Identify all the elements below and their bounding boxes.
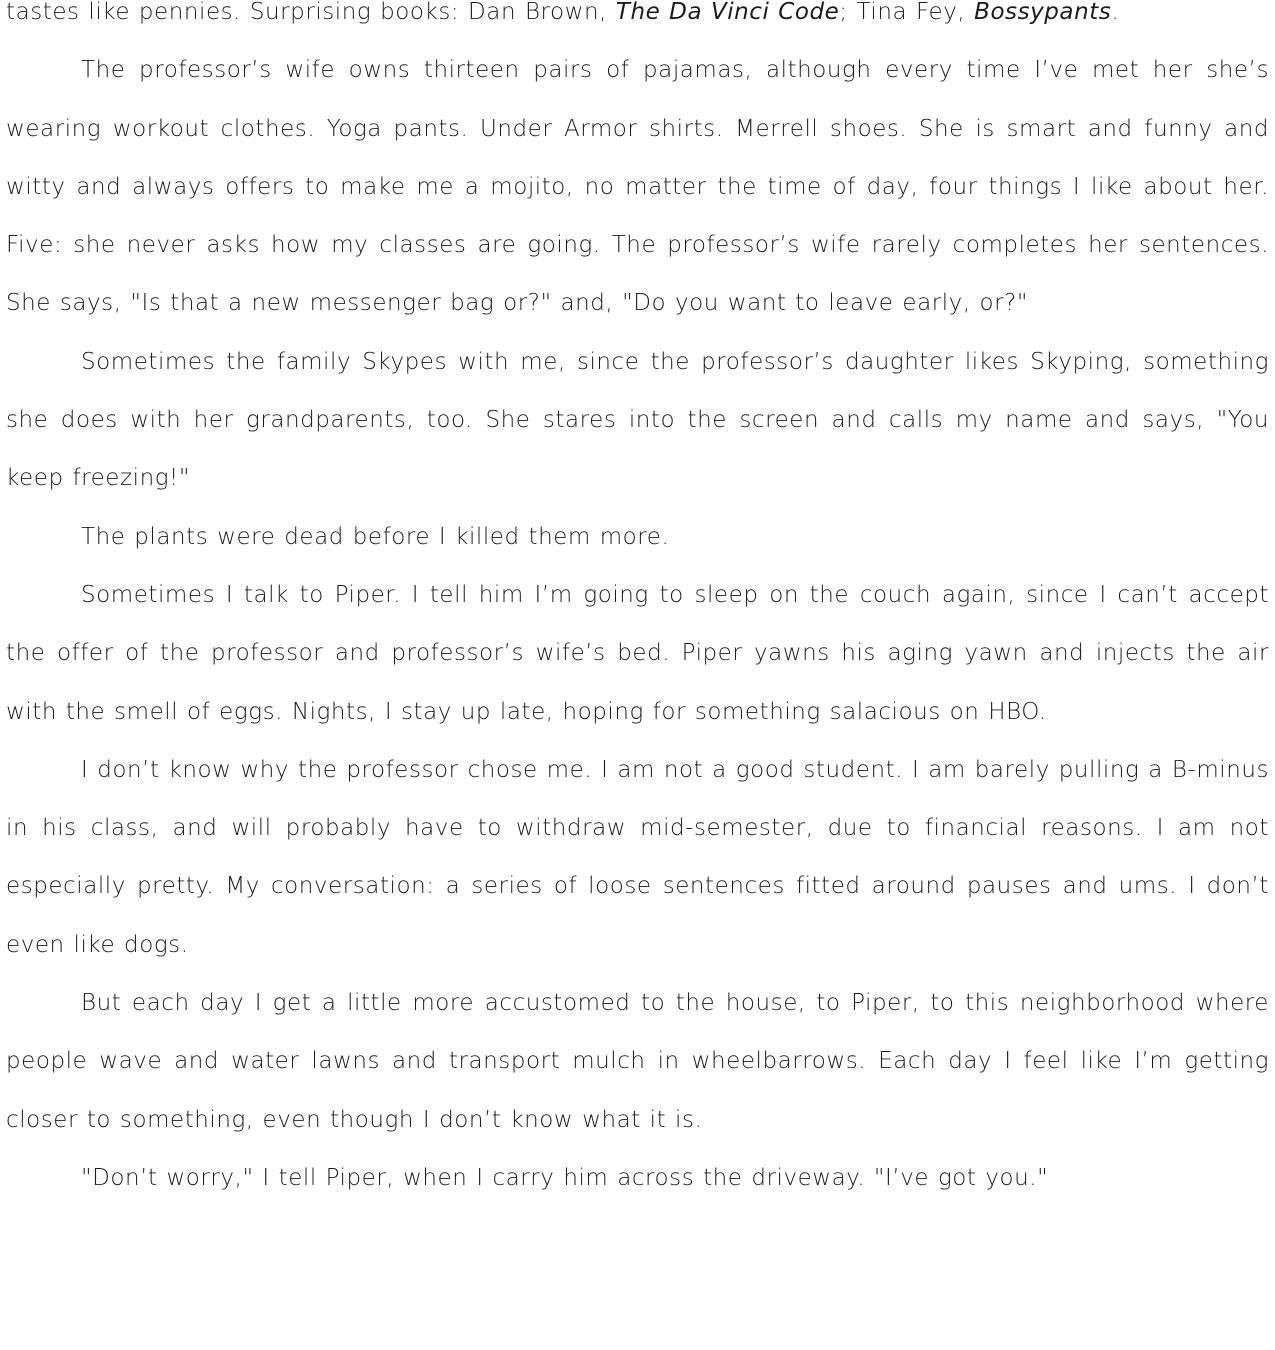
text-segment: . <box>1111 0 1120 25</box>
text-segment: Sometimes I talk to Piper. I tell him I’m going to sleep on the couch again, since I can’t accept the offer of the professor and professor’s wife’s bed. Piper yawns his aging yawn and injects the air with the smell of eggs. Nights, I stay up late, hoping for something salacious on HBO. <box>6 581 1269 725</box>
paragraph-3 <box>6 333 1269 508</box>
text-segment: But each day I get a little more accustomed to the house, to Piper, to this neighborhood where people wave and water lawns and transport mulch in wheelbarrows. Each day I feel like I’m getting closer to something, even though I don’t know what it is. <box>6 990 1269 1133</box>
paragraph-2 <box>6 41 1269 332</box>
text-segment: ; Tina Fey, <box>839 0 975 25</box>
paragraph-6 <box>6 741 1269 974</box>
text-segment: The plants were dead before I killed them more. <box>81 523 670 550</box>
paragraph-8 <box>6 1149 1269 1207</box>
text-segment: "Don’t worry," I tell Piper, when I carry him across the driveway. "I’ve got you." <box>81 1164 1049 1191</box>
text-segment: The professor’s wife owns thirteen pairs of pajamas, although every time I’ve met her she’s wearing workout clothes. Yoga pants. Under Armor shirts. Merrell shoes. She is smart and funny and witty and always offers to make me a mojito, no matter the time of day, four things I like about her. Five: she never asks how my classes are going. The professor’s wife rarely completes her sentences. She says, "Is that a new messenger bag or?" and, "Do you want to leave early, or?" <box>6 57 1269 317</box>
text-segment: Sometimes the family Skypes with me, since the professor’s daughter likes Skyping, something she does with her grandparents, too. She stares into the screen and calls my name and says, "You keep freezing!" <box>6 348 1269 492</box>
book-title-da-vinci-code: The Da Vinci Code <box>615 0 840 25</box>
text-segment: I don’t know why the professor chose me. I am not a good student. I am barely pulling a B-minus in his class, and will probably have to withdraw mid-semester, due to financial reasons. I am not especially pretty. My conversation: a series of loose sentences fitted around pauses and ums. I don’t even like dogs. <box>6 756 1269 958</box>
book-title-bossypants: Bossypants <box>974 0 1112 25</box>
paragraph-7 <box>6 974 1269 1149</box>
paragraph-5 <box>6 566 1269 741</box>
paragraph-4 <box>6 508 1269 566</box>
text-segment: tastes like pennies. Surprising books: Dan Brown, <box>6 0 616 25</box>
paragraph-1 <box>6 0 1269 41</box>
